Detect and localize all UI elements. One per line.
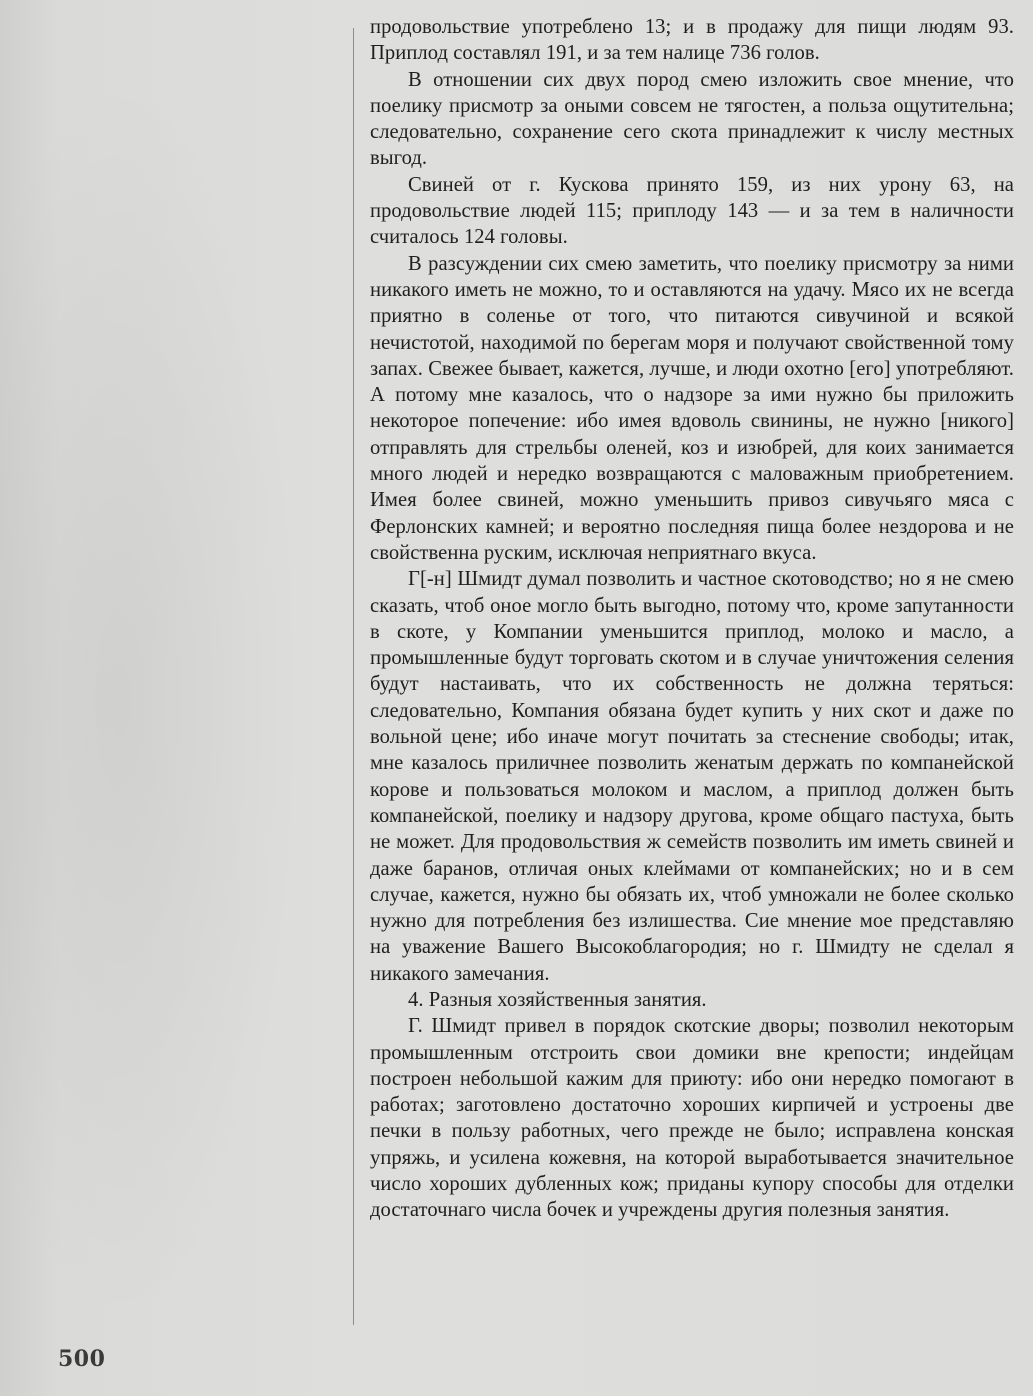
page-number: 500: [58, 1346, 106, 1372]
margin-rule: [353, 28, 354, 1325]
section-heading: 4. Разныя хозяйственныя занятия.: [408, 988, 707, 1011]
paragraph-5: Г[-н] Шмидт думал позволить и частное скотоводство; но я не смею сказать, чтоб оное могло быть выгодно, потому что, кроме запутанности в скоте, у Компании уменьшится приплод, молоко и масло, а промышленные будут торговать скотом и в случае уничтожения селения будут настаивать, что их собственность не должна теряться: следовательно, Компания обязана будет купить у них скот и даже по вольной цене; ибо иначе могут почитать за стеснение свободы; итак, мне казалось приличнее позволить женатым держать по компанейской корове и пользоваться молоком и маслом, а приплод должен быть компанейской, поелику и надзору другова, кроме общаго пастуха, быть не может. Для продовольствия ж семейств позволить им иметь свиней и даже баранов, отличая оных клеймами от компанейских; но и в сем случае, кажется, нужно бы обязать их, чтоб умножали не более сколько нужно для потребления без излишества. Сие мнение мое представляю на уважение Вашего Высокоблагородия; но г. Шмидту не сделал я никакого замечания.: [370, 568, 1014, 985]
paragraph-1: продовольствие употреблено 13; и в продажу для пищи людям 93. Приплод составлял 191, и за тем налице 736 голов.: [370, 16, 1014, 65]
paragraph-2: В отношении сих двух пород смею изложить свое мнение, что поелику присмотр за оными совсем не тягостен, а польза ощутительна; следовательно, сохранение сего скота принадлежит к числу местных выгод.: [370, 68, 1014, 170]
paragraph-3: Свиней от г. Кускова принято 159, из них урону 63, на продовольствие людей 115; приплоду 143 — и за тем в наличности считалось 124 головы.: [370, 173, 1014, 249]
paragraph-4: В разсуждении сих смею заметить, что поелику присмотру за ними никакого иметь не можно, то и оставляются на удачу. Мясо их не всегда приятно в соленье от того, что питаются сивучиной и всякой нечистотой, находимой по берегам моря и получают свойственной тому запах. Свежее бывает, кажется, лучше, и люди охотно [его] употребляют. А потому мне казалось, что о надзоре за ими нужно бы приложить некоторое попечение: ибо имея вдоволь свинины, не нужно [никого] отправлять для стрельбы оленей, коз и изюбрей, для коих занимается много людей и нередко возвращаются с маловажным приобретением. Имея более свиней, можно уменьшить привоз сивучьяго мяса с Ферлонских камней; и вероятно последняя пища более нездорова и не свойственна руским, исключая неприятнаго вкуса.: [370, 252, 1014, 564]
paragraph-7: Г. Шмидт привел в порядок скотские дворы; позволил некоторым промышленным отстроить свои домики вне крепости; индейцам построен небольшой кажим для приюту: ибо они нередко помогают в работах; заготовлено достаточно хороших кирпичей и устроены две печки в пользу работных, чего прежде не было; исправлена конская упряжь, и усилена кожевня, на которой выработывается значительное число хороших дубленных кож; приданы купору способы для отделки достаточнаго числа бочек и учреждены другия полезныя занятия.: [370, 1015, 1014, 1222]
body-text: [370, 14, 1014, 1224]
